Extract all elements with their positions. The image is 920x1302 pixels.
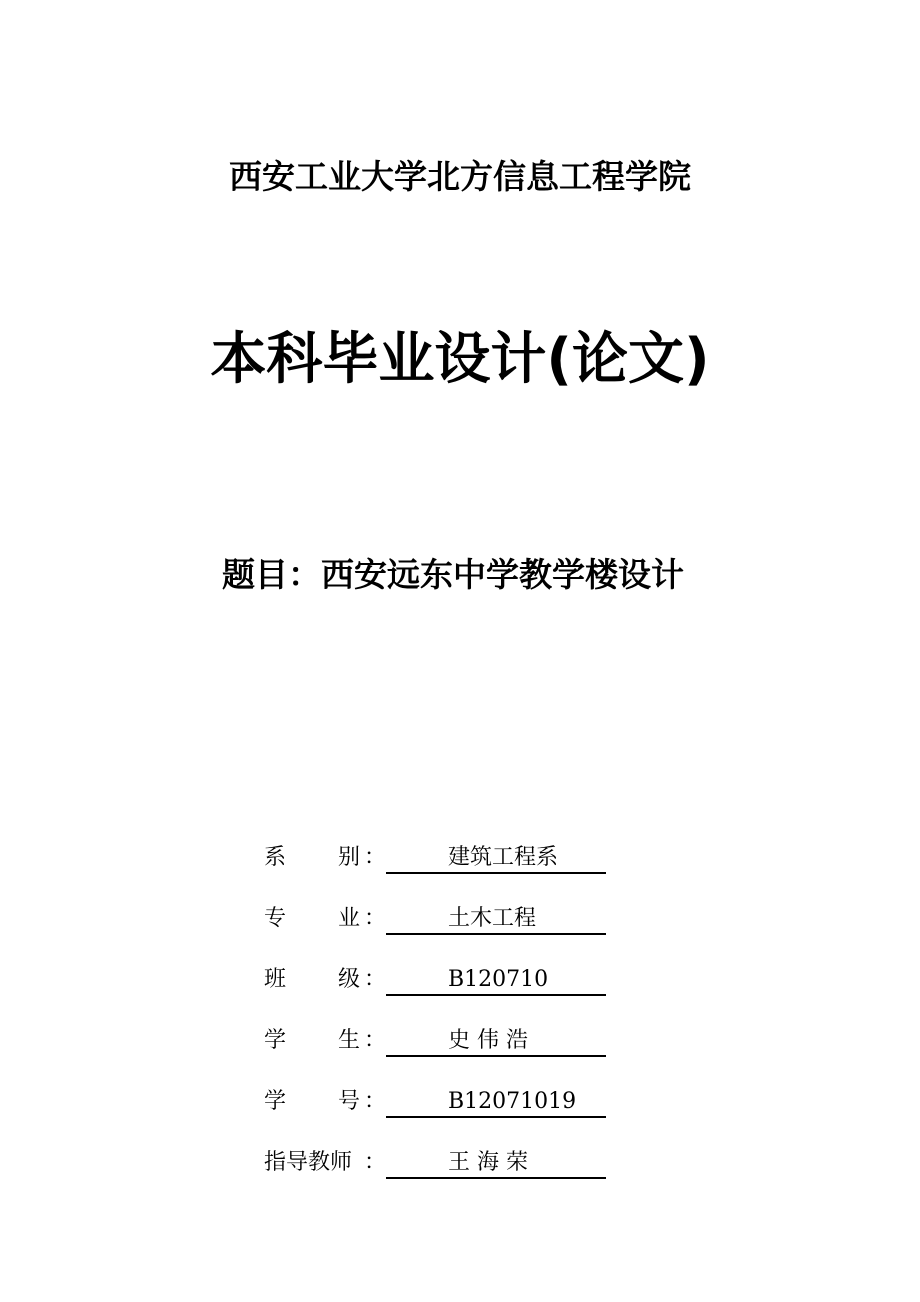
department-label-char-2: 别: [338, 845, 361, 870]
student-id-label-char-2: 号: [338, 1089, 361, 1114]
info-row-advisor: [264, 1143, 684, 1204]
major-value: 土木工程: [448, 906, 537, 931]
department-value: 建筑工程系: [448, 845, 559, 870]
student-id-label-char-1: 学: [264, 1089, 287, 1114]
advisor-value-field: [386, 1143, 606, 1179]
student-id-value: B12071019: [448, 1089, 577, 1114]
info-row-student: [264, 1021, 684, 1082]
info-row-department: [264, 838, 684, 899]
class-value-field: [386, 960, 606, 996]
department-value-field: [386, 838, 606, 874]
advisor-label: 指导教师: [264, 1150, 353, 1175]
school-name: 西安工业大学北方信息工程学院: [229, 157, 691, 196]
student-label-char-2: 生: [338, 1028, 361, 1053]
class-label-char-2: 级: [338, 967, 361, 992]
info-colon: ：: [364, 1150, 387, 1175]
major-label-char-1: 专: [264, 906, 287, 931]
student-value-field: [386, 1021, 606, 1057]
class-value: B120710: [448, 967, 549, 992]
student-id-value-field: [386, 1082, 606, 1118]
major-value-field: [386, 899, 606, 935]
info-row-major: [264, 899, 684, 960]
department-label-char-1: 系: [264, 845, 287, 870]
info-row-class: [264, 960, 684, 1021]
topic-title: 西安远东中学教学楼设计: [321, 555, 684, 594]
info-colon: ：: [364, 1089, 387, 1114]
document-type-title: 本科毕业设计(论文): [210, 327, 710, 392]
info-colon: ：: [364, 1028, 387, 1053]
student-name-value: 史 伟 浩: [448, 1028, 528, 1053]
topic-label: 题目：: [222, 555, 321, 594]
major-label-char-2: 业: [338, 906, 361, 931]
student-label-char-1: 学: [264, 1028, 287, 1053]
info-colon: ：: [364, 967, 387, 992]
student-info-list: [264, 838, 684, 1204]
thesis-topic: [222, 550, 684, 600]
advisor-value: 王 海 荣: [448, 1150, 528, 1175]
info-colon: ：: [364, 845, 387, 870]
info-colon: ：: [364, 906, 387, 931]
class-label-char-1: 班: [264, 967, 287, 992]
info-row-student-id: [264, 1082, 684, 1143]
